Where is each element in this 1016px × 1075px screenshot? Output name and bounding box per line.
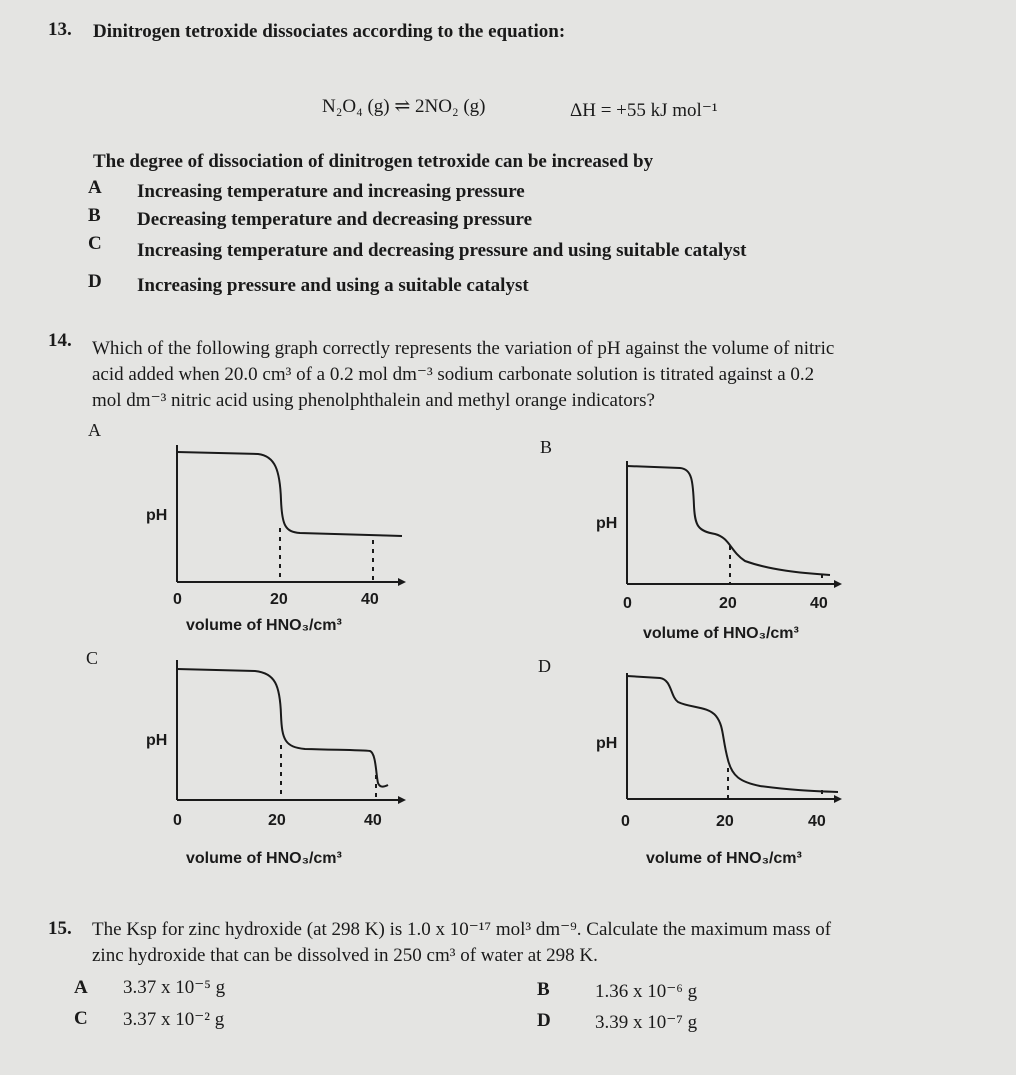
q14-line3: mol dm⁻³ nitric acid using phenolphthalein and methyl orange indicators? [92, 390, 655, 411]
q13-option-c-text: Increasing temperature and decreasing pressure and using suitable catalyst [137, 240, 747, 261]
q15-option-c-letter: C [74, 1008, 88, 1029]
graph-d-tick-0: 0 [621, 813, 630, 830]
q13-option-d-letter: D [88, 271, 102, 292]
graph-a-xlabel: volume of HNO₃/cm³ [186, 617, 342, 634]
graph-d-letter: D [538, 656, 551, 676]
graph-b-xlabel: volume of HNO₃/cm³ [643, 625, 799, 642]
graph-b-tick-20: 20 [719, 595, 737, 612]
graph-a-letter: A [88, 420, 101, 440]
graph-d-xlabel: volume of HNO₃/cm³ [646, 850, 802, 867]
q13-option-a-letter: A [88, 177, 102, 198]
q15-option-a-letter: A [74, 977, 88, 998]
graph-d-ylabel: pH [596, 735, 618, 752]
q14-line2: acid added when 20.0 cm³ of a 0.2 mol dm⁻³ sodium carbonate solution is titrated against a 0.2 [92, 364, 815, 385]
graph-c-tick-0: 0 [173, 812, 182, 829]
graph-d-tick-20: 20 [716, 813, 734, 830]
q15-option-b-letter: B [537, 979, 550, 1000]
graph-b-tick-40: 40 [810, 595, 828, 612]
q13-option-a-text: Increasing temperature and increasing pressure [137, 181, 525, 202]
graph-b-letter: B [540, 437, 553, 457]
q15-option-c-text: 3.37 x 10⁻² g [123, 1009, 225, 1030]
q15-number: 15. [48, 918, 72, 939]
q15-line1: The Ksp for zinc hydroxide (at 298 K) is 1.0 x 10⁻¹⁷ mol³ dm⁻⁹. Calculate the maximum mass of [92, 919, 832, 940]
graph-d-x-arrow [834, 795, 842, 803]
graph-c [140, 655, 420, 830]
q14-number: 14. [48, 330, 72, 351]
graph-a-tick-0: 0 [173, 591, 182, 608]
graph-c-curve [177, 669, 388, 787]
q13-stem: Dinitrogen tetroxide dissociates according to the equation: [93, 21, 566, 42]
graph-a-curve [177, 452, 402, 536]
graph-a-ylabel: pH [146, 507, 168, 524]
q13-option-c-letter: C [88, 233, 102, 254]
q13-option-b-text: Decreasing temperature and decreasing pressure [137, 209, 533, 230]
q13-option-d-text: Increasing pressure and using a suitable catalyst [137, 275, 529, 296]
q13-prompt: The degree of dissociation of dinitrogen tetroxide can be increased by [93, 151, 654, 172]
graph-b [590, 456, 860, 616]
q14-line1: Which of the following graph correctly represents the variation of pH against the volume of nitric [92, 338, 835, 359]
q15-option-a-text: 3.37 x 10⁻⁵ g [123, 977, 226, 998]
q13-number: 13. [48, 19, 72, 40]
graph-c-x-arrow [398, 796, 406, 804]
q15-option-d-text: 3.39 x 10⁻⁷ g [595, 1012, 698, 1033]
graph-c-tick-20: 20 [268, 812, 286, 829]
q15-option-d-letter: D [537, 1010, 551, 1031]
graph-c-tick-40: 40 [364, 812, 382, 829]
graph-a [140, 440, 420, 615]
q15-option-b-text: 1.36 x 10⁻⁶ g [595, 981, 698, 1002]
graph-b-tick-0: 0 [623, 595, 632, 612]
graph-d-curve [627, 676, 838, 792]
graph-b-x-arrow [834, 580, 842, 588]
q15-line2: zinc hydroxide that can be dissolved in 250 cm³ of water at 298 K. [92, 945, 598, 966]
graph-a-tick-40: 40 [361, 591, 379, 608]
q13-option-b-letter: B [88, 205, 101, 226]
graph-c-xlabel: volume of HNO₃/cm³ [186, 850, 342, 867]
q13-equation: N₂O₄ (g) ⇌ 2NO₂ (g) [322, 96, 486, 117]
graph-b-ylabel: pH [596, 515, 618, 532]
graph-c-ylabel: pH [146, 732, 168, 749]
graph-b-curve [627, 466, 830, 575]
graph-a-x-arrow [398, 578, 406, 586]
graph-d-tick-40: 40 [808, 813, 826, 830]
graph-c-letter: C [86, 648, 99, 668]
graph-d [590, 668, 860, 833]
graph-a-tick-20: 20 [270, 591, 288, 608]
q13-enthalpy: ΔH = +55 kJ mol⁻¹ [570, 100, 718, 121]
